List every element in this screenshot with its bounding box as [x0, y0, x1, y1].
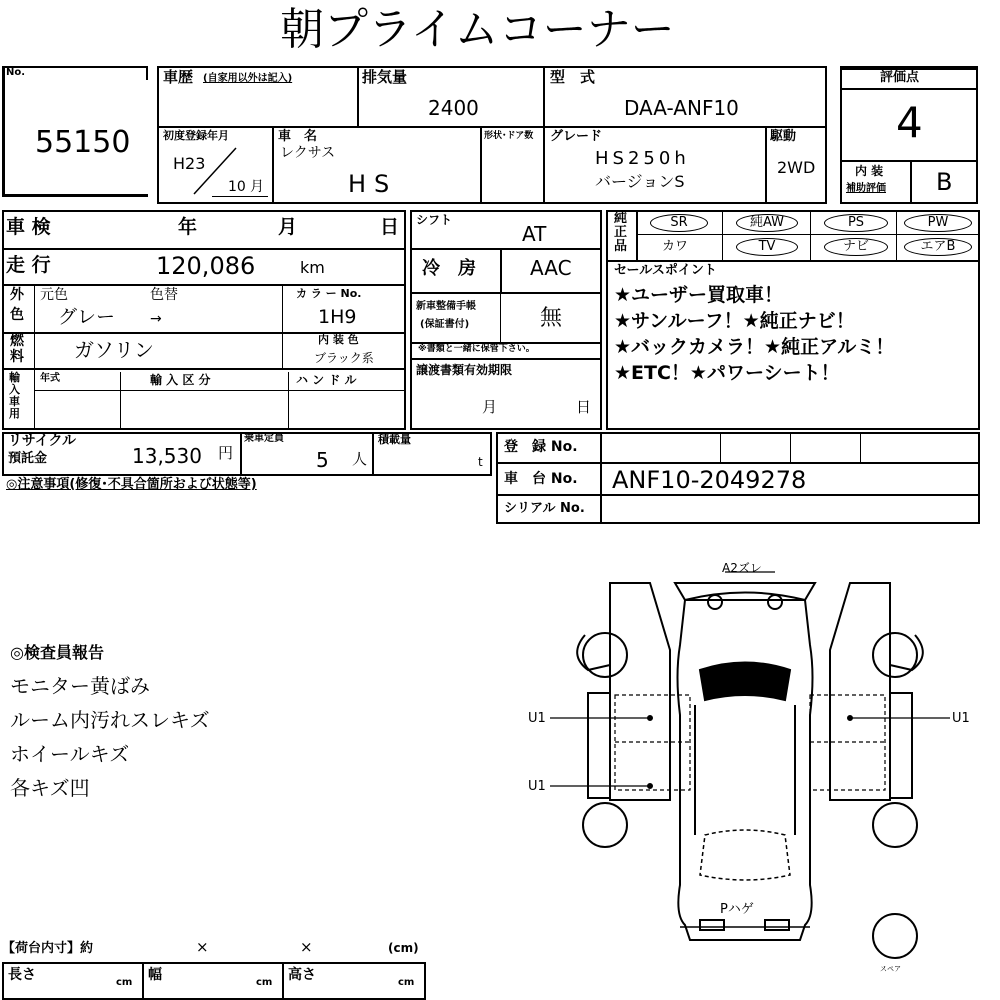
cargo-length-cm: cm [116, 977, 133, 988]
first-reg-label: 初度登録年月 [163, 129, 229, 142]
transfer-label: 譲渡書類有効期限 [416, 363, 513, 377]
model-label: 型 式 [550, 68, 596, 86]
exterior-label1: 外 [10, 287, 24, 303]
caution-label: ◎注意事項(修復･不具合箇所および状態等) [6, 477, 257, 492]
drive-value: 2WD [777, 158, 816, 177]
exterior-change-value: → [150, 311, 162, 327]
equip-ps: PS [824, 214, 888, 232]
first-reg-era: H23 [173, 154, 206, 173]
diagram-left-upper: U1 [528, 711, 546, 726]
sales-point-label: セールスポイント [614, 263, 717, 278]
car-damage-diagram [520, 555, 990, 995]
equip-pw: PW [904, 214, 972, 232]
manual-value: 無 [540, 306, 563, 331]
cargo-x2: × [300, 938, 313, 956]
diagram-spare: スペア [880, 965, 901, 973]
car-name: HS [348, 170, 398, 198]
cargo-width: 幅 [148, 967, 162, 983]
transfer-month: 月 [482, 398, 498, 416]
diagram-rear-note: Pハゲ [720, 902, 754, 917]
fuel-label2: 料 [10, 349, 24, 365]
page-title: 朝プライムコーナー [280, 4, 675, 55]
history-label: 車歴 [163, 68, 194, 86]
capacity-label: 乗車定員 [244, 433, 284, 444]
lot-label: No. [6, 67, 26, 78]
aircon-value: AAC [530, 256, 572, 280]
grade-line1: HS250h [595, 148, 690, 169]
diagram-right-upper: U1 [952, 711, 970, 726]
exterior-label2: 色 [10, 307, 24, 323]
equip-airbag: エアB [904, 238, 972, 256]
aircon-label: 冷 房 [422, 258, 476, 279]
displacement-value: 2400 [428, 96, 479, 120]
cargo-width-cm: cm [256, 977, 273, 988]
grade-line2: バージョンS [595, 172, 685, 191]
displacement-label: 排気量 [362, 68, 408, 86]
report-line4: 各キズ凹 [10, 776, 90, 800]
chassis-label: 車 台 No. [504, 471, 578, 487]
grade-label: グレード [550, 129, 603, 144]
import-year-label: 年式 [40, 373, 60, 384]
recycle-label2: 預託金 [8, 451, 48, 466]
interior-color-value: ブラック系 [314, 351, 374, 365]
interior-color-label: 内 装 色 [318, 333, 359, 346]
chassis-value: ANF10-2049278 [612, 466, 807, 494]
cargo-unit: (cm) [388, 941, 419, 955]
manual-note: ※書類と一緒に保管下さい。 [418, 344, 535, 354]
interior-score-label2: 補助評価 [846, 183, 886, 194]
fuel-value: ガソリン [74, 338, 154, 362]
inspection-month: 月 [278, 216, 298, 238]
shift-label: シフト [416, 213, 453, 227]
sales-point-line4: ★ETC！★パワーシート！ [614, 362, 840, 384]
diagram-left-lower: U1 [528, 779, 546, 794]
equip-aw: 純AW [736, 214, 798, 232]
report-label: ◎検査員報告 [10, 643, 104, 662]
cargo-label: 【荷台内寸】約 [2, 941, 94, 956]
cargo-length: 長さ [8, 967, 36, 983]
report-line2: ルーム内汚れスレキズ [10, 708, 210, 732]
load-label: 積載量 [378, 433, 411, 446]
model-value: DAA-ANF10 [624, 96, 739, 120]
fuel-label1: 燃 [10, 333, 24, 349]
exterior-orig-value: グレー [58, 306, 116, 328]
score-value: 4 [896, 98, 923, 147]
capacity-unit: 人 [352, 450, 368, 468]
body-doors-label: 形状･ドア数 [484, 131, 534, 141]
sales-point-line1: ★ユーザー買取車！ [614, 284, 784, 306]
sales-point-line3: ★バックカメラ！★純正アルミ！ [614, 336, 895, 358]
manual-label1: 新車整備手帳 [416, 301, 476, 312]
equipment-label: 純正品 [614, 211, 628, 254]
diagram-front-note: A2ズレ [722, 561, 762, 575]
recycle-label1: リサイクル [8, 433, 77, 449]
inspection-year: 年 [178, 216, 198, 238]
import-handle-label: ハ ン ド ル [296, 373, 357, 387]
color-no-label: カ ラ ー No. [296, 287, 362, 300]
load-unit: t [478, 455, 483, 469]
recycle-value: 13,530 [132, 444, 202, 468]
report-line1: モニター黄ばみ [10, 674, 150, 698]
mileage-value: 120,086 [156, 252, 256, 280]
drive-label: 駆動 [770, 129, 797, 144]
equip-tv: TV [736, 238, 798, 256]
cargo-height: 高さ [288, 967, 316, 983]
first-reg-month-unit: 月 [250, 179, 264, 195]
transfer-day: 日 [576, 398, 592, 416]
mileage-label: 走 行 [6, 254, 51, 276]
import-type-label: 輸 入 区 分 [150, 373, 211, 387]
interior-score-label1: 内 装 [855, 164, 884, 178]
car-name-label: 車 名 [278, 129, 318, 144]
sales-point-line2: ★サンルーフ！★純正ナビ！ [614, 310, 855, 332]
exterior-change-label: 色替 [150, 287, 178, 303]
registration-label: 登 録 No. [504, 439, 578, 455]
score-label: 評価点 [880, 70, 920, 85]
report-line3: ホイールキズ [10, 742, 130, 766]
cargo-height-cm: cm [398, 977, 415, 988]
capacity-value: 5 [316, 448, 329, 472]
equip-leather: カワ [662, 239, 689, 254]
color-no-value: 1H9 [318, 306, 357, 328]
history-sub: (自家用以外は記入) [203, 73, 293, 84]
lot-number: 55150 [35, 125, 131, 160]
inspection-label: 車 検 [6, 216, 51, 238]
mileage-unit: km [300, 258, 325, 277]
serial-label: シリアル No. [504, 501, 585, 516]
car-maker: レクサス [280, 145, 336, 161]
recycle-unit: 円 [218, 444, 234, 462]
equip-navi: ナビ [824, 238, 888, 256]
manual-label2: (保証書付) [420, 319, 470, 330]
first-reg-month: 10 [228, 179, 246, 195]
equip-sr: SR [650, 214, 708, 232]
cargo-x1: × [196, 938, 209, 956]
inspection-day: 日 [380, 216, 400, 238]
shift-value: AT [522, 222, 547, 246]
exterior-orig-label: 元色 [40, 287, 68, 303]
interior-score-value: B [936, 168, 953, 196]
import-label: 輸入車用 [9, 371, 20, 420]
